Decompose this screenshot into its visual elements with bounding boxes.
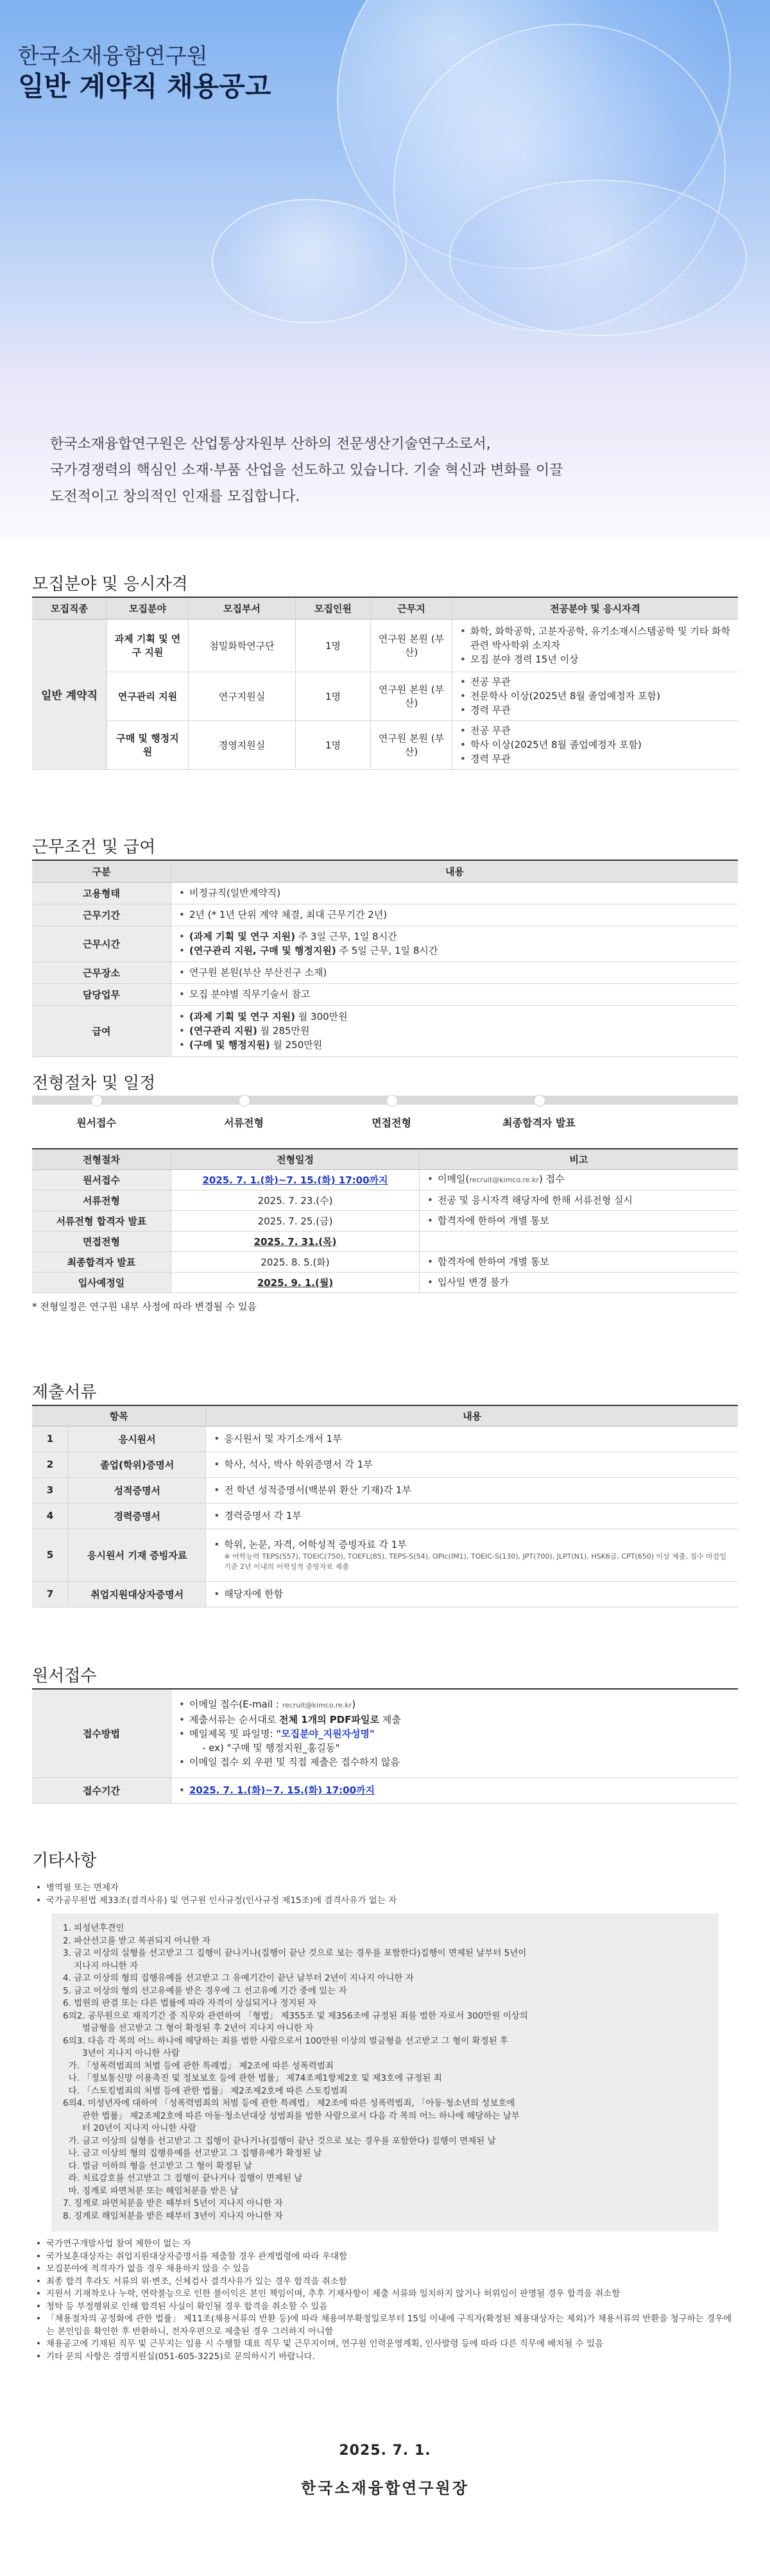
apply-period-label: 접수기간 (32, 1777, 171, 1803)
doc-content: • 해당자에 한함 (224, 1587, 733, 1601)
field-cell: 구매 및 행정지원 (107, 720, 189, 769)
schedule-step: 면접전형 (32, 1231, 171, 1251)
condition-item: • (연구관리 지원, 구매 및 행정지원) 주 5일 근무, 1일 8시간 (189, 944, 733, 958)
step-label: 최종합격자 발표 (502, 1117, 576, 1129)
misc-item: • 병역필 또는 면제자 (46, 1882, 738, 1895)
disqualification-line: 5. 금고 이상의 형의 선고유예를 받은 경우에 그 선고유예 기간 중에 있는 자 (63, 1985, 347, 1996)
doc-content: • 전 학년 성적증명서(백분위 환산 기재)각 1부 (224, 1483, 733, 1497)
step-dot (534, 1095, 545, 1106)
schedule-date: 2025. 7. 25.(금) (171, 1210, 420, 1231)
disqualification-line: 지나지 아니한 자 (63, 1960, 139, 1971)
apply-method-item: • 이메일 접수 외 우편 및 직접 제출은 접수하지 않음 (189, 1755, 733, 1769)
disqualification-line: 터 20년이 지나지 아니한 사람 (63, 2123, 196, 2133)
disqualification-line: 관한 법률」 제2조제2호에 따른 아동·청소년대상 성범죄를 범한 사람으로서 다음 각 목의 어느 하나에 해당하는 날부 (63, 2110, 520, 2121)
table-row (32, 1581, 738, 1607)
count-cell: 1명 (296, 720, 371, 769)
table-row (32, 962, 738, 983)
condition-label: 담당업무 (32, 983, 171, 1005)
doc-content: • 학사, 석사, 박사 학위증명서 각 1부 (224, 1457, 733, 1471)
qual-item: • 모집 분야 경력 15년 이상 (470, 652, 733, 666)
table-row (32, 1272, 738, 1292)
doc-content: • 학위, 논문, 자격, 어학성적 증빙자료 각 1부 (224, 1538, 733, 1552)
doc-name: 취업지원대상자증명서 (69, 1581, 206, 1607)
disqualification-line: 라. 치료감호를 선고받고 그 집행이 끝나거나 집행이 면제된 날 (63, 2173, 303, 2183)
footer (0, 2443, 770, 2498)
disqualification-line: 8. 징계로 해임처분을 받은 때부터 3년이 지나지 아니한 자 (63, 2210, 283, 2221)
schedule-date: 2025. 7. 1.(화)~7. 15.(화) 17:00까지 (202, 1174, 388, 1186)
table-row (32, 983, 738, 1005)
intro-line: 한국소재융합연구원은 산업통상자원부 산하의 전문생산기술연구소로서, (50, 436, 491, 452)
qual-item: • 경력 무관 (470, 752, 733, 766)
schedule-step: 입사예정일 (32, 1272, 171, 1292)
condition-item: • 2년 (* 1년 단위 계약 체결, 최대 근무기간 2년) (189, 908, 733, 922)
doc-content: • 응시원서 및 자기소개서 1부 (224, 1432, 733, 1446)
doc-name: 졸업(학위)증명서 (69, 1452, 206, 1477)
table-header: 근무지 (371, 597, 452, 619)
process-section (32, 1070, 738, 1313)
disqualification-line: 벌금형을 선고받고 그 형이 확정된 후 2년이 지나지 아니한 자 (63, 2023, 314, 2033)
apply-method-label: 접수방법 (32, 1689, 171, 1777)
doc-subnote: ※ 어학능력 TEPS(557), TOEIC(750), TOEFL(85), TEPS-S(54), OPIc(IM1), TOEIC-S(130), JPT(700), JLPT(N1), HSK6급, CPT(650) 이상 제출, 접수 마감일 기준 2년 이내의 어학성적 증빙자료 제출 (224, 1552, 727, 1571)
table-header: 모집인원 (296, 597, 371, 619)
disqualification-line: 4. 금고 이상의 형의 집행유예를 선고받고 그 유예기간이 끝난 날부터 2년이 지나지 아니한 자 (63, 1973, 414, 1983)
table-row (32, 1169, 738, 1190)
doc-no: 7 (32, 1581, 69, 1607)
schedule-step: 서류전형 (32, 1190, 171, 1210)
misc-item: • 채용공고에 기재된 직무 및 근무지는 임용 시 수행할 대표 직무 및 근무지이며, 연구원 인력운영계획, 인사발령 등에 따라 다른 직무에 배치될 수 있음 (46, 2338, 738, 2351)
schedule-date: 2025. 7. 31.(목) (253, 1235, 337, 1248)
table-row (32, 1477, 738, 1503)
disqualification-line: 6의2. 공무원으로 재직기간 중 직무와 관련하여 「형법」 제355조 및 제356조에 규정된 죄를 범한 자로서 300만원 이상의 (63, 2010, 528, 2021)
misc-item: • 기타 문의 사항은 경영지원실(051-605-3225)로 문의하시기 바랍니다. (46, 2351, 738, 2364)
disqualification-line: 가. 금고 이상의 실형을 선고받고 그 집행이 끝나거나(집행이 끝난 것으로 보는 경우를 포함한다) 집행이 면제된 날 (63, 2135, 496, 2146)
schedule-step: 최종합격자 발표 (32, 1251, 171, 1272)
qual-item: • 학사 이상(2025년 8월 졸업예정자 포함) (470, 738, 733, 752)
email-link[interactable]: recruit@kimco.re.kr (282, 1701, 352, 1710)
condition-label: 급여 (32, 1005, 171, 1056)
table-row (32, 1777, 738, 1803)
table-row (32, 1529, 738, 1581)
table-header: 전형절차 (32, 1149, 171, 1169)
doc-content: • 경력증명서 각 1부 (224, 1509, 733, 1523)
condition-label: 근무장소 (32, 962, 171, 983)
schedule-table (32, 1148, 738, 1293)
process-line (32, 1096, 738, 1105)
doc-name: 경력증명서 (69, 1503, 206, 1529)
footer-date: 2025. 7. 1. (339, 2443, 431, 2459)
qual-item: • 전공 무관 (470, 675, 733, 689)
disqualification-line: 다. 「스토킹범죄의 처벌 등에 관한 법률」 제2조제2호에 따른 스토킹범죄 (63, 2085, 348, 2096)
place-cell: 연구원 본원 (부산) (371, 619, 452, 672)
condition-label: 근무시간 (32, 926, 171, 962)
job-type-cell: 일반 계약직 (32, 619, 107, 769)
qual-item: • 화학, 화학공학, 고분자공학, 유기소재시스템공학 및 기타 화학 관련 박사학위 소지자 (470, 624, 733, 652)
table-row (32, 619, 738, 672)
recruit-table (32, 597, 738, 770)
table-header: 전공분야 및 응시자격 (452, 597, 739, 619)
misc-item: • 국가연구개발사업 참여 제한이 없는 자 (46, 2238, 738, 2251)
table-header: 비고 (420, 1149, 739, 1169)
disqualification-line: 6. 법원의 판결 또는 다른 법률에 따라 자격이 상실되거나 정지된 자 (63, 1998, 316, 2008)
hero-banner (0, 0, 770, 378)
doc-name: 성적증명서 (69, 1477, 206, 1503)
misc-item: • 「채용절차의 공정화에 관한 법률」 제11조(채용서류의 반환 등)에 따라 채용여부확정일로부터 15일 이내에 구직자(확정된 채용대상자는 제외)가 채용서류의 반환을 청구하는 경우에는 본인임을 확인한 후 반환하니, 전자우편으로 제출된 경우 그러하지 아니함 (46, 2313, 738, 2338)
table-row (32, 1452, 738, 1477)
conditions-section (32, 834, 738, 1057)
conditions-table (32, 860, 738, 1057)
apply-section (32, 1663, 738, 1804)
condition-item: • (과제 기획 및 연구 지원) 월 300만원 (189, 1010, 733, 1024)
field-cell: 연구관리 지원 (107, 672, 189, 720)
doc-name: 응시원서 (69, 1426, 206, 1452)
disqualification-line: 나. 금고 이상의 형의 집행유예를 선고받고 그 집행유예가 확정된 날 (63, 2148, 322, 2158)
disqualification-line: 3년이 지나지 아니한 사람 (63, 2048, 180, 2058)
qual-item: • 전문학사 이상(2025년 8월 졸업예정자 포함) (470, 689, 733, 703)
misc-list (32, 2238, 738, 2363)
footer-org: 한국소재융합연구원장 (301, 2479, 469, 2497)
table-row (32, 1005, 738, 1056)
place-cell: 연구원 본원 (부산) (371, 720, 452, 769)
disqualification-line: 2. 파산선고를 받고 복권되지 아니한 자 (63, 1935, 210, 1946)
step-label: 면접전형 (372, 1117, 411, 1129)
step-dot (386, 1095, 398, 1106)
table-header: 모집부서 (189, 597, 296, 619)
schedule-note: • 합격자에 한하여 개별 통보 (438, 1255, 733, 1269)
dept-cell: 연구지원실 (189, 672, 296, 720)
step-label: 원서접수 (76, 1117, 116, 1129)
table-row (32, 1210, 738, 1231)
doc-no: 5 (32, 1529, 69, 1581)
table-header: 내용 (171, 860, 739, 882)
section-heading: 원서접수 (32, 1666, 97, 1686)
apply-method-item: • 이메일 접수(E-mail : recruit@kimco.re.kr) (189, 1697, 733, 1713)
step-dot (239, 1095, 250, 1106)
condition-item: • (과제 기획 및 연구 지원) 주 3일 근무, 1일 8시간 (189, 929, 733, 944)
table-header: 전형일정 (171, 1149, 420, 1169)
page-title: 일반 계약직 채용공고 (18, 71, 271, 102)
doc-no: 1 (32, 1426, 69, 1452)
intro-line: 도전적이고 창의적인 인재를 모집합니다. (50, 489, 300, 505)
schedule-step: 서류전형 합격자 발표 (32, 1210, 171, 1231)
disqualification-line: 3. 금고 이상의 실형을 선고받고 그 집행이 끝나거나(집행이 끝난 것으로 보는 경우를 포함한다)집행이 면제된 날부터 5년이 (63, 1948, 527, 1958)
doc-name: 응시원서 기재 증빙자료 (69, 1529, 206, 1581)
doc-no: 2 (32, 1452, 69, 1477)
documents-table (32, 1405, 738, 1607)
table-row (32, 1689, 738, 1777)
table-row (32, 1251, 738, 1272)
recruit-section (32, 571, 738, 770)
misc-item: • 국가보훈대상자는 취업지원대상자증명서를 제출할 경우 관계법령에 따라 우대함 (46, 2251, 738, 2264)
step-label: 서류전형 (224, 1117, 264, 1129)
apply-period: • 2025. 7. 1.(화)~7. 15.(화) 17:00까지 (189, 1783, 733, 1797)
section-heading: 모집분야 및 응시자격 (32, 575, 188, 594)
condition-item: • 비정규직(일반계약직) (189, 886, 733, 900)
schedule-date: 2025. 8. 5.(화) (171, 1251, 420, 1272)
qual-item: • 전공 무관 (470, 724, 733, 738)
doc-no: 3 (32, 1477, 69, 1503)
schedule-date: 2025. 9. 1.(월) (257, 1276, 334, 1289)
place-cell: 연구원 본원 (부산) (371, 672, 452, 720)
disqualification-line: 다. 벌금 이하의 형을 선고받고 그 형이 확정된 날 (63, 2160, 252, 2171)
dept-cell: 첨밀화학연구단 (189, 619, 296, 672)
intro-section (0, 378, 770, 539)
misc-intro (32, 1882, 738, 1907)
table-header: 내용 (206, 1405, 738, 1426)
disqualification-line: 나. 「정보통신망 이용촉진 및 정보보호 등에 관한 법률」 제74조제1항제2호 및 제3호에 규정된 죄 (63, 2073, 442, 2083)
disqualification-box (51, 1913, 719, 2232)
count-cell: 1명 (296, 619, 371, 672)
hero-org-name: 한국소재융합연구원 (18, 44, 208, 69)
section-heading: 기타사항 (32, 1851, 97, 1870)
misc-item: • 청탁 등 부정행위로 인해 합격된 사실이 확인될 경우 합격을 취소할 수 있음 (46, 2301, 738, 2314)
table-row (32, 882, 738, 904)
table-row (32, 1426, 738, 1452)
table-header: 구분 (32, 860, 171, 882)
table-row (32, 904, 738, 926)
doc-no: 4 (32, 1503, 69, 1529)
misc-section (32, 1847, 738, 2363)
schedule-note: • 전공 및 응시자격 해당자에 한해 서류전형 실시 (438, 1193, 733, 1207)
disqualification-line: 가. 「성폭력범죄의 처벌 등에 관한 특례법」 제2조에 따른 성폭력범죄 (63, 2060, 334, 2071)
decorative-sphere (212, 199, 407, 323)
condition-item: • (연구관리 지원) 월 285만원 (189, 1024, 733, 1038)
field-cell: 과제 기획 및 연구 지원 (107, 619, 189, 672)
misc-item: • 모집분야에 적격자가 없을 경우 채용하지 않을 수 있음 (46, 2263, 738, 2276)
disqualification-line: 6의4. 미성년자에 대하여 「성폭력범죄의 처벌 등에 관한 특례법」 제2조에 따른 성폭력범죄, 「아동·청소년의 성보호에 (63, 2098, 515, 2108)
table-header: 항목 (32, 1405, 206, 1426)
condition-item: • 모집 분야별 직무기술서 참고 (189, 987, 733, 1001)
misc-item: • 국가공무원법 제33조(결격사유) 및 연구원 인사규정(인사규정 제15조)에 결격사유가 없는 자 (46, 1895, 738, 1908)
disqualification-line: 마. 징계로 파면처분 또는 해임처분을 받은 날 (63, 2185, 239, 2196)
intro-line: 국가경쟁력의 핵심인 소재·부품 산업을 선도하고 있습니다. 기술 혁신과 변화를 이끌 (50, 462, 563, 479)
condition-label: 근무기간 (32, 904, 171, 926)
section-heading: 제출서류 (32, 1383, 97, 1402)
condition-item: • (구매 및 행정지원) 월 250만원 (189, 1038, 733, 1052)
misc-item: • 최종 합격 후라도 서류의 위·변조, 신체검사 결격사유가 있는 경우 합격을 취소함 (46, 2276, 738, 2289)
table-row (32, 926, 738, 962)
table-row (32, 672, 738, 720)
documents-section (32, 1379, 738, 1607)
table-row (32, 1503, 738, 1529)
section-heading: 전형절차 및 일정 (32, 1074, 156, 1093)
schedule-note: • 이메일(recruit@kimco.re.kr) 접수 (438, 1172, 733, 1187)
condition-item: • 연구원 본원(부산 부산진구 소재) (189, 965, 733, 979)
misc-item: • 지원서 기재착오나 누락, 연락불능으로 인한 불이익은 본인 책임이며, 추후 기재사항이 제출 서류와 일치하지 않거나 허위임이 판명될 경우 합격을 취소함 (46, 2288, 738, 2301)
schedule-date: 2025. 7. 23.(수) (171, 1190, 420, 1210)
count-cell: 1명 (296, 672, 371, 720)
table-header: 모집직종 (32, 597, 107, 619)
schedule-note: • 입사일 변경 불가 (438, 1275, 733, 1289)
step-dot (91, 1095, 103, 1106)
dept-cell: 경영지원실 (189, 720, 296, 769)
intro-text (50, 431, 724, 510)
apply-method-item: • 제출서류는 순서대로 전체 1개의 PDF파일로 제출 (189, 1713, 733, 1727)
disqualification-line: 1. 피성년후견인 (63, 1923, 124, 1933)
table-header: 모집분야 (107, 597, 189, 619)
table-row (32, 720, 738, 769)
section-heading: 근무조건 및 급여 (32, 838, 156, 857)
schedule-note: • 합격자에 한하여 개별 통보 (438, 1214, 733, 1228)
schedule-step: 원서접수 (32, 1169, 171, 1190)
disqualification-line: 7. 징계로 파면처분을 받은 때부터 5년이 지나지 아니한 자 (63, 2198, 283, 2208)
disqualification-line: 6의3. 다음 각 목의 어느 하나에 해당하는 죄를 범한 사람으로서 100만원 이상의 벌금형을 선고받고 그 형이 확정된 후 (63, 2035, 508, 2046)
apply-method-example: - ex) "구매 및 행정지원_홍길동" (202, 1742, 340, 1754)
apply-method-item: • 메일제목 및 파일명: "모집분야_지원자성명" (189, 1727, 733, 1741)
process-steps (32, 1096, 738, 1137)
schedule-footnote: * 전형일정은 연구원 내부 사정에 따라 변경될 수 있음 (32, 1300, 257, 1312)
condition-label: 고용형태 (32, 882, 171, 904)
qual-item: • 경력 무관 (470, 703, 733, 717)
table-row (32, 1231, 738, 1251)
table-row (32, 1190, 738, 1210)
apply-table (32, 1688, 738, 1804)
decorative-sphere (449, 180, 747, 336)
